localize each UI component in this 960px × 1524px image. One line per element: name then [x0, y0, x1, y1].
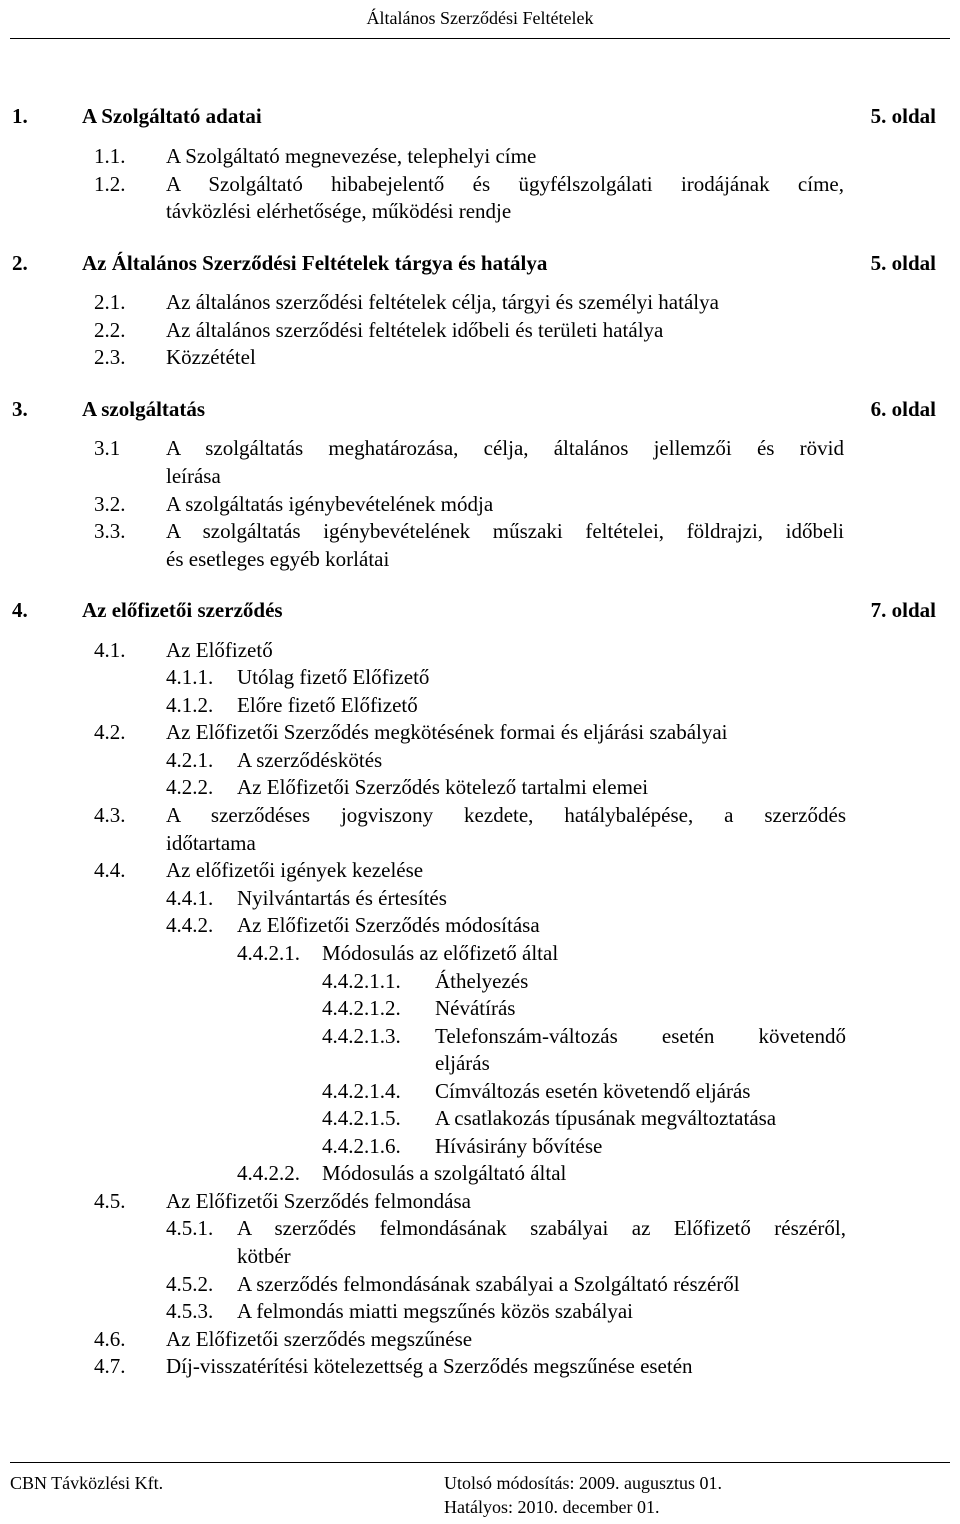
toc-item-text: Az Előfizetői Szerződés felmondása — [166, 1189, 471, 1213]
toc-item-text: Módosulás a szolgáltató által — [322, 1161, 567, 1185]
toc-item-continuation: kötbér — [237, 1244, 291, 1268]
toc-item-number: 4.4.2.1.4. — [322, 1079, 401, 1103]
toc-item-number: 3.1 — [94, 436, 121, 460]
toc-item-number: 4.1. — [94, 638, 126, 662]
toc-item-text: A Szolgáltató hibabejelentő és ügyfélszolgálati irodájának címe, — [166, 172, 844, 196]
toc-item-text: Címváltozás esetén követendő eljárás — [435, 1079, 751, 1103]
toc-item-number: 4.4.2.1.5. — [322, 1106, 401, 1130]
toc-item-number: 4.7. — [94, 1354, 126, 1378]
toc-section-1-page: 5. oldal — [870, 104, 936, 128]
toc-item-number: 2.3. — [94, 345, 126, 369]
toc-item-text: Telefonszám-változás esetén követendő — [435, 1024, 846, 1048]
toc-item-text: A szerződéskötés — [237, 748, 383, 772]
toc-item-number: 4.4.2.1.3. — [322, 1024, 401, 1048]
toc-item-number: 4.1.1. — [166, 665, 214, 689]
toc-item-text: Utólag fizető Előfizető — [237, 665, 430, 689]
toc-item-text: Az Előfizetői szerződés megszűnése — [166, 1327, 473, 1351]
toc-item-number: 4.4.2. — [166, 913, 214, 937]
toc-section-3-title: A szolgáltatás — [82, 397, 206, 421]
toc-item-continuation: leírása — [166, 464, 221, 488]
toc-section-2-title: Az Általános Szerződési Feltételek tárgya és hatálya — [82, 251, 548, 275]
toc-item-text: Előre fizető Előfizető — [237, 693, 418, 717]
toc-item-text: A szolgáltatás igénybevételének módja — [166, 492, 494, 516]
toc-item-text: Az előfizetői igények kezelése — [166, 858, 424, 882]
toc-item-text: Hívásirány bővítése — [435, 1134, 603, 1158]
toc-item-number: 4.4.2.1.2. — [322, 996, 401, 1020]
toc-item-number: 4.2.2. — [166, 775, 214, 799]
toc-item-text: A Szolgáltató megnevezése, telephelyi címe — [166, 144, 537, 168]
footer-rule — [10, 1462, 950, 1463]
toc-section-2-page: 5. oldal — [870, 251, 936, 275]
toc-section-3-number: 3. — [12, 397, 28, 421]
toc-item-text: A csatlakozás típusának megváltoztatása — [435, 1106, 777, 1130]
toc-item-text: Az Előfizető — [166, 638, 273, 662]
toc-section-4-title: Az előfizetői szerződés — [82, 598, 283, 622]
toc-item-number: 4.4.2.1.1. — [322, 969, 401, 993]
toc-item-number: 4.5.2. — [166, 1272, 214, 1296]
header-rule — [10, 38, 950, 39]
toc-item-continuation: távközlési elérhetősége, működési rendje — [166, 199, 512, 223]
toc-item-text: A szerződés felmondásának szabályai az Előfizető részéről, — [237, 1216, 846, 1240]
toc-item-text: Az Előfizetői Szerződés módosítása — [237, 913, 540, 937]
footer-company: CBN Távközlési Kft. — [10, 1473, 164, 1493]
toc-item-number: 4.5.3. — [166, 1299, 214, 1323]
toc-item-text: Az általános szerződési feltételek célja, tárgyi és személyi hatálya — [166, 290, 719, 314]
toc-item-number: 2.2. — [94, 318, 126, 342]
toc-item-text: A szolgáltatás meghatározása, célja, általános jellemzői és rövid — [166, 436, 844, 460]
toc-item-text: Módosulás az előfizető által — [322, 941, 559, 965]
toc-section-1-title: A Szolgáltató adatai — [82, 104, 262, 128]
toc-item-number: 2.1. — [94, 290, 126, 314]
toc-item-text: Közzététel — [166, 345, 256, 369]
toc-item-text: A felmondás miatti megszűnés közös szabályai — [237, 1299, 633, 1323]
toc-item-number: 3.3. — [94, 519, 126, 543]
toc-item-number: 4.2. — [94, 720, 126, 744]
toc-item-number: 4.2.1. — [166, 748, 214, 772]
toc-item-continuation: eljárás — [435, 1051, 490, 1075]
footer-last-modified: Utolsó módosítás: 2009. augusztus 01. — [444, 1473, 722, 1493]
toc-section-4-page: 7. oldal — [870, 598, 936, 622]
toc-item-number: 4.5. — [94, 1189, 126, 1213]
toc-item-text: A szolgáltatás igénybevételének műszaki feltételei, földrajzi, időbeli — [166, 519, 844, 543]
toc-item-text: Névátírás — [435, 996, 516, 1020]
page-header — [0, 0, 960, 38]
toc-item-continuation: időtartama — [166, 831, 256, 855]
toc-item-number: 4.5.1. — [166, 1216, 214, 1240]
toc-item-number: 4.4. — [94, 858, 126, 882]
toc-item-text: Az Előfizetői Szerződés megkötésének formai és eljárási szabályai — [166, 720, 728, 744]
toc-item-number: 4.4.2.1. — [237, 941, 300, 965]
toc-item-number: 4.4.2.1.6. — [322, 1134, 401, 1158]
toc-item-number: 4.1.2. — [166, 693, 214, 717]
toc-section-3-page: 6. oldal — [870, 397, 936, 421]
toc-item-text: Nyilvántartás és értesítés — [237, 886, 447, 910]
toc-item-number: 4.6. — [94, 1327, 126, 1351]
toc-item-text: Az általános szerződési feltételek időbeli és területi hatálya — [166, 318, 664, 342]
toc-item-number: 4.3. — [94, 803, 126, 827]
toc-item-number: 1.2. — [94, 172, 126, 196]
toc-item-number: 4.4.1. — [166, 886, 214, 910]
toc-item-text: Az Előfizetői Szerződés kötelező tartalmi elemei — [237, 775, 649, 799]
footer-effective-date: Hatályos: 2010. december 01. — [444, 1497, 660, 1517]
toc-item-text: Díj-visszatérítési kötelezettség a Szerződés megszűnése esetén — [166, 1354, 693, 1378]
toc-item-number: 4.4.2.2. — [237, 1161, 300, 1185]
toc-section-2-number: 2. — [12, 251, 28, 275]
toc-section-4-number: 4. — [12, 598, 28, 622]
toc-item-number: 3.2. — [94, 492, 126, 516]
toc-item-text: Áthelyezés — [435, 969, 529, 993]
toc-item-continuation: és esetleges egyéb korlátai — [166, 547, 390, 571]
toc-item-text: A szerződés felmondásának szabályai a Szolgáltató részéről — [237, 1272, 740, 1296]
document-title: Általános Szerződési Feltételek — [366, 8, 594, 28]
toc-item-text: A szerződéses jogviszony kezdete, hatálybalépése, a szerződés — [166, 803, 846, 827]
toc-section-1-number: 1. — [12, 104, 28, 128]
toc-item-number: 1.1. — [94, 144, 126, 168]
